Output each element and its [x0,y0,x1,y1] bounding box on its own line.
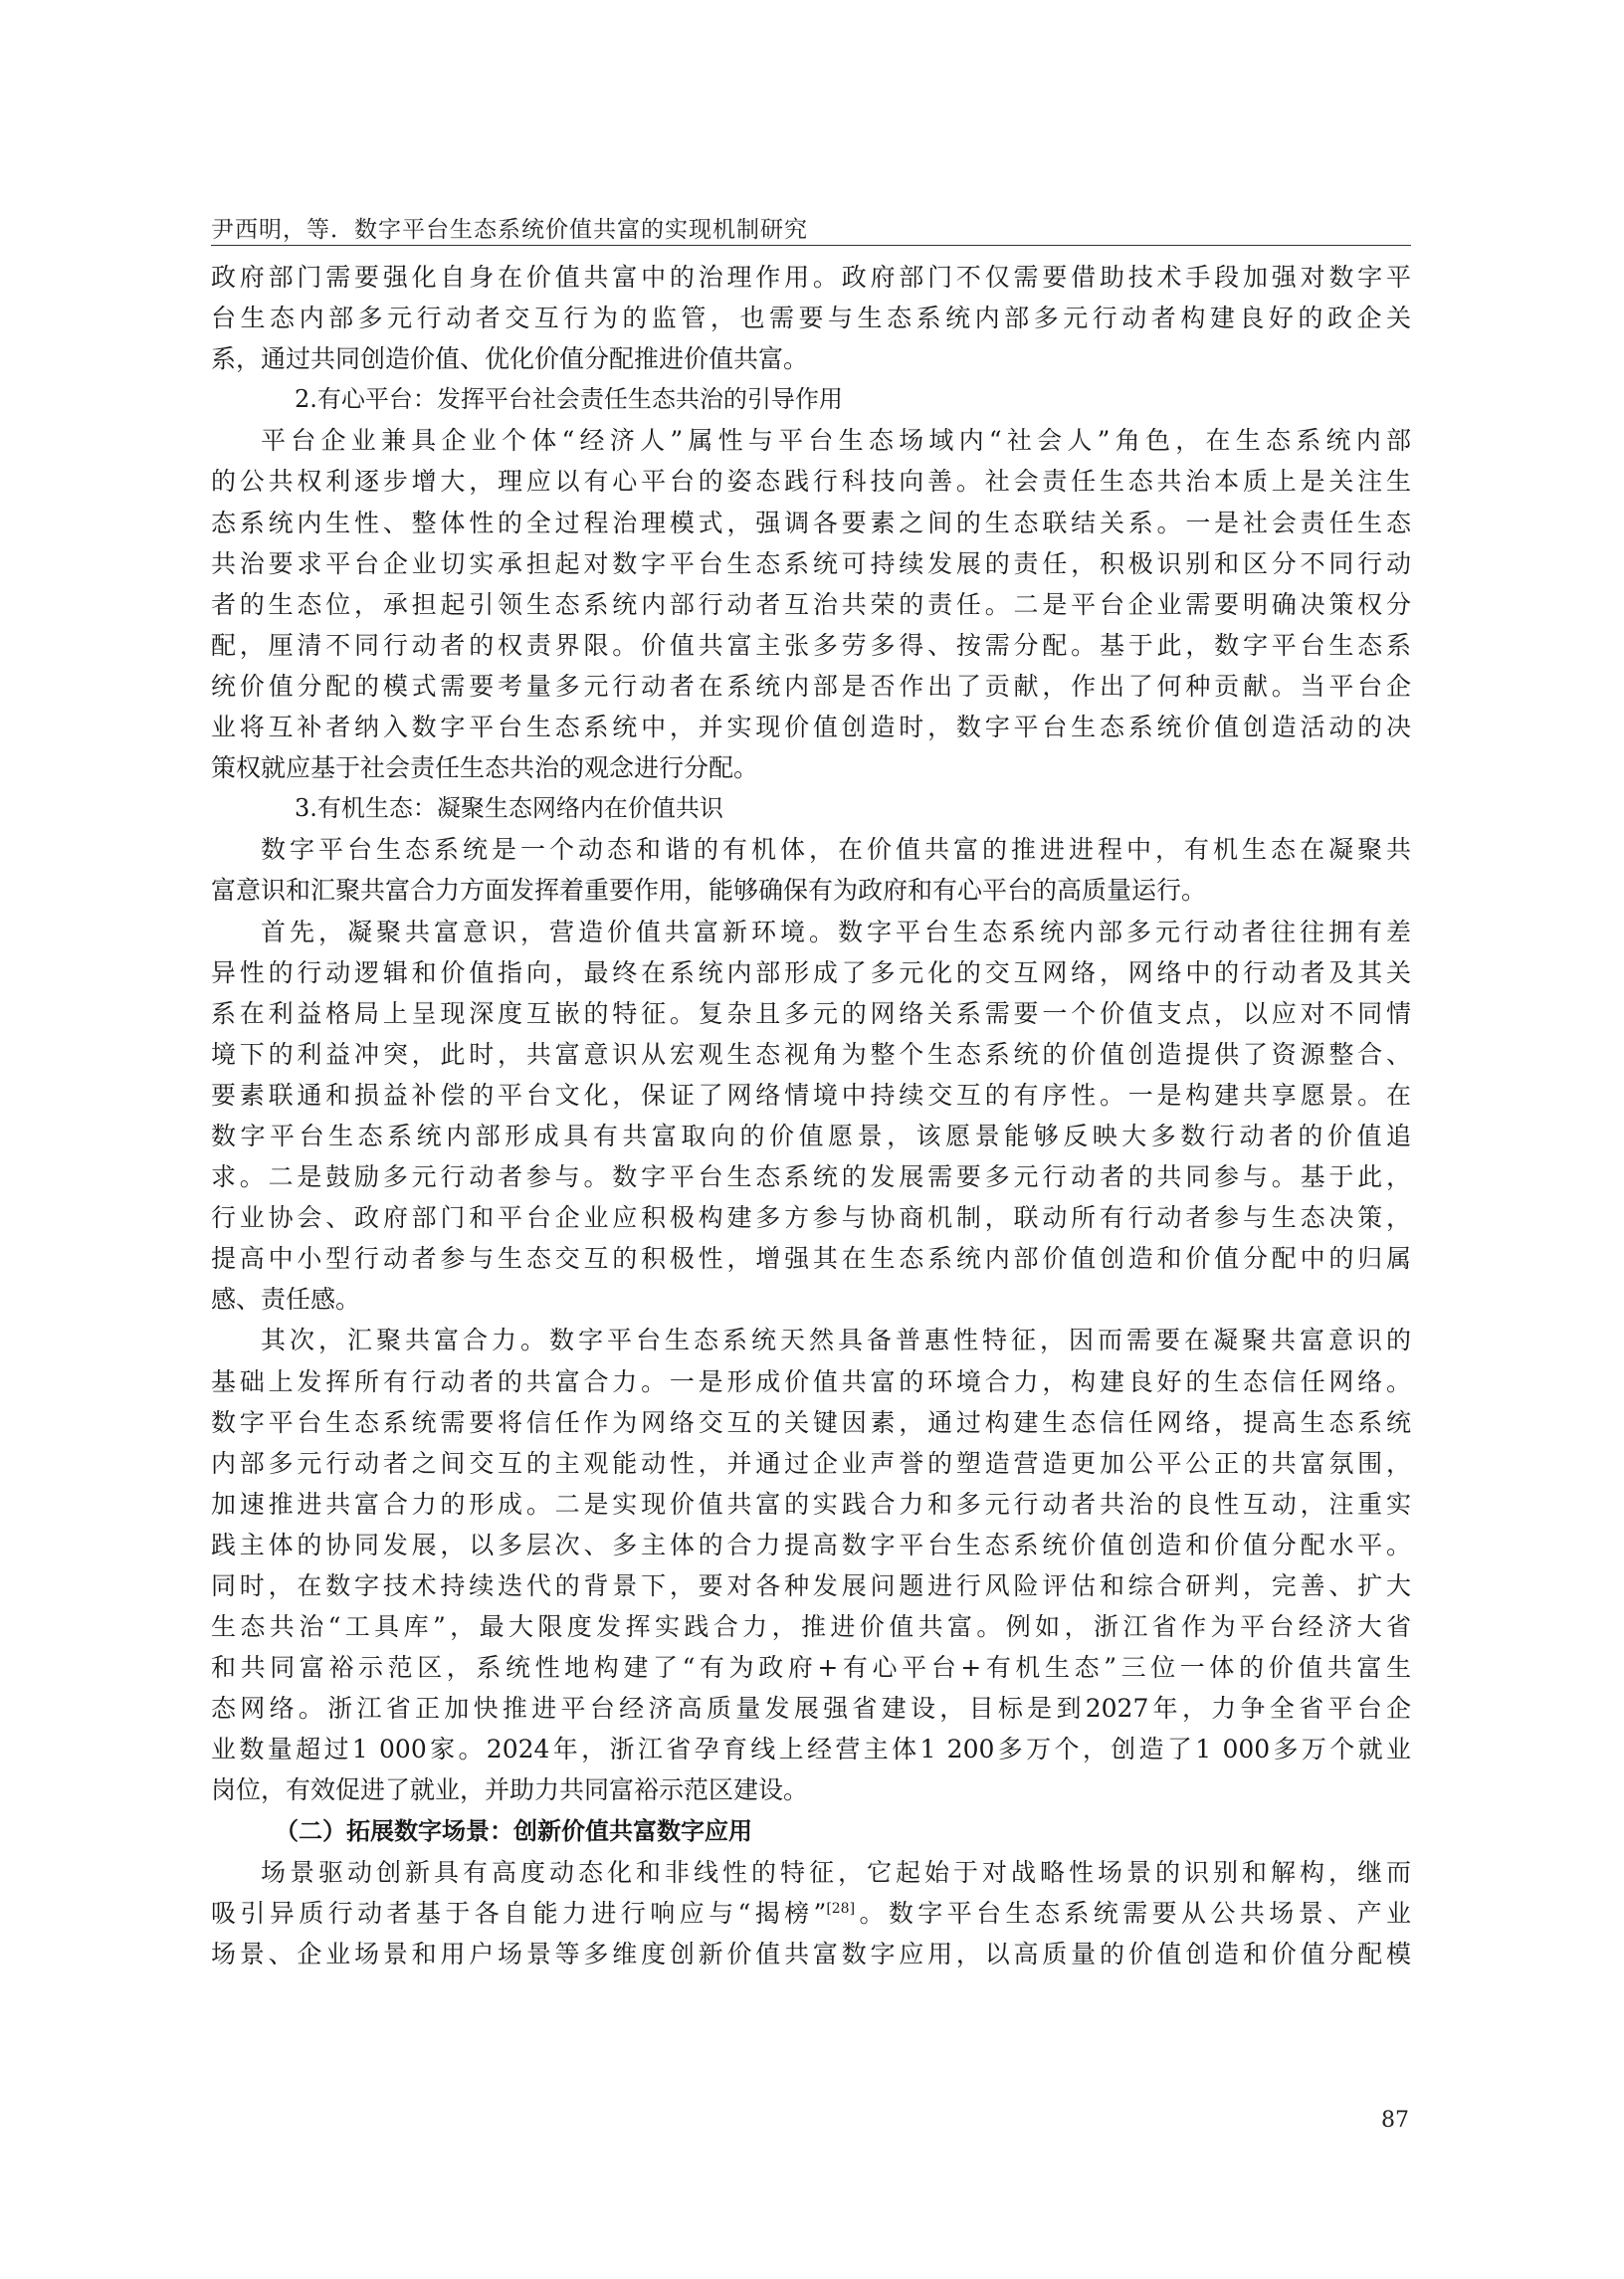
text-line: 要素联通和损益补偿的平台文化，保证了网络情境中持续交互的有序性。一是构建共享愿景。在 [211,1080,1411,1110]
text-line: 其次，汇聚共富合力。数字平台生态系统天然具备普惠性特征，因而需要在凝聚共富意识的 [261,1326,1411,1355]
text-line: 境下的利益冲突，此时，共富意识从宏观生态视角为整个生态系统的价值创造提供了资源整合、 [211,1039,1411,1069]
text-line: 者的生态位，承担起引领生态系统内部行动者互治共荣的责任。二是平台企业需要明确决策权分 [211,589,1411,619]
text-line: 系，通过共同创造价值、优化价值分配推进价值共富。 [211,344,809,374]
citation: [28] [826,1900,856,1917]
text-line: 数字平台生态系统内部形成具有共富取向的价值愿景，该愿景能够反映大多数行动者的价值追 [211,1121,1411,1150]
text-line: 系在利益格局上呈现深度互嵌的特征。复杂且多元的网络关系需要一个价值支点，以应对不同情 [211,998,1411,1028]
text-line: 感、责任感。 [211,1285,361,1315]
text-line: 提高中小型行动者参与生态交互的积极性，增强其在生态系统内部价值创造和价值分配中的归属 [211,1244,1411,1274]
page-number: 87 [1381,2108,1409,2133]
text-line: 基础上发挥所有行动者的共富合力。一是形成价值共富的环境合力，构建良好的生态信任网络。 [211,1366,1411,1396]
header-rule [211,245,1411,246]
text-line: 首先，凝聚共富意识，营造价值共富新环境。数字平台生态系统内部多元行动者往往拥有差 [261,917,1411,946]
text-line: 共治要求平台企业切实承担起对数字平台生态系统可持续发展的责任，积极识别和区分不同行动 [211,548,1411,578]
text-span: 吸引异质行动者基于各自能力进行响应与“揭榜” [211,1898,827,1928]
text-line: 的公共权利逐步增大，理应以有心平台的姿态践行科技向善。社会责任生态共治本质上是关注生 [211,467,1411,497]
text-span: 。数字平台生态系统需要从公共场景、产业 [855,1898,1411,1928]
text-line: 台生态内部多元行动者交互行为的监管，也需要与生态系统内部多元行动者构建良好的政企关 [211,304,1411,333]
text-line: 统价值分配的模式需要考量多元行动者在系统内部是否作出了贡献，作出了何种贡献。当平台企 [211,671,1411,701]
text-line: 数字平台生态系统是一个动态和谐的有机体，在价值共富的推进进程中，有机生态在凝聚共 [261,835,1411,865]
section-heading: （二）拓展数字场景：创新价值共富数字应用 [275,1816,752,1845]
text-line: 业数量超过1 000家。2024年，浙江省孕育线上经营主体1 200多万个，创造了1 000多万个就业 [211,1735,1411,1764]
text-line: 业将互补者纳入数字平台生态系统中，并实现价值创造时，数字平台生态系统价值创造活动的决 [211,713,1411,742]
section-heading: 3.有机生态：凝聚生态网络内在价值共识 [295,794,723,823]
article-body [211,257,1411,1974]
text-line [211,1893,1411,1934]
text-line: 内部多元行动者之间交互的主观能动性，并通过企业声誉的塑造营造更加公平公正的共富氛围， [211,1448,1411,1478]
text-line: 异性的行动逻辑和价值指向，最终在系统内部形成了多元化的交互网络，网络中的行动者及其关 [211,957,1411,987]
text-line: 行业协会、政府部门和平台企业应积极构建多方参与协商机制，联动所有行动者参与生态决策， [211,1203,1411,1233]
running-header: 尹西明，等．数字平台生态系统价值共富的实现机制研究 [211,217,808,243]
section-heading: 2.有心平台：发挥平台社会责任生态共治的引导作用 [295,385,843,414]
text-line: 数字平台生态系统需要将信任作为网络交互的关键因素，通过构建生态信任网络，提高生态系统 [211,1407,1411,1437]
text-line: 生态共治“工具库”，最大限度发挥实践合力，推进价值共富。例如，浙江省作为平台经济大省 [211,1612,1411,1642]
text-line: 岗位，有效促进了就业，并助力共同富裕示范区建设。 [211,1775,809,1805]
text-line: 加速推进共富合力的形成。二是实现价值共富的实践合力和多元行动者共治的良性互动，注重实 [211,1489,1411,1519]
text-line: 场景、企业场景和用户场景等多维度创新价值共富数字应用，以高质量的价值创造和价值分配模 [211,1939,1411,1968]
text-line: 政府部门需要强化自身在价值共富中的治理作用。政府部门不仅需要借助技术手段加强对数字平 [211,263,1411,292]
text-line: 策权就应基于社会责任生态共治的观念进行分配。 [211,753,759,783]
text-line: 践主体的协同发展，以多层次、多主体的合力提高数字平台生态系统价值创造和价值分配水平。 [211,1530,1411,1559]
text-line: 平台企业兼具企业个体“经济人”属性与平台生态场域内“社会人”角色，在生态系统内部 [261,426,1411,456]
text-line: 配，厘清不同行动者的权责界限。价值共富主张多劳多得、按需分配。基于此，数字平台生态系 [211,630,1411,660]
text-line: 同时，在数字技术持续迭代的背景下，要对各种发展问题进行风险评估和综合研判，完善、扩大 [211,1571,1411,1600]
text-line: 态网络。浙江省正加快推进平台经济高质量发展强省建设，目标是到2027年，力争全省平台企 [211,1694,1411,1724]
text-line: 求。二是鼓励多元行动者参与。数字平台生态系统的发展需要多元行动者的共同参与。基于此， [211,1162,1411,1192]
text-line: 场景驱动创新具有高度动态化和非线性的特征，它起始于对战略性场景的识别和解构，继而 [261,1857,1411,1887]
text-line: 富意识和汇聚共富合力方面发挥着重要作用，能够确保有为政府和有心平台的高质量运行。 [211,876,1207,906]
text-line: 态系统内生性、整体性的全过程治理模式，强调各要素之间的生态联结关系。一是社会责任生态 [211,508,1411,537]
text-line: 和共同富裕示范区，系统性地构建了“有为政府+有心平台+有机生态”三位一体的价值共富生 [211,1653,1411,1683]
